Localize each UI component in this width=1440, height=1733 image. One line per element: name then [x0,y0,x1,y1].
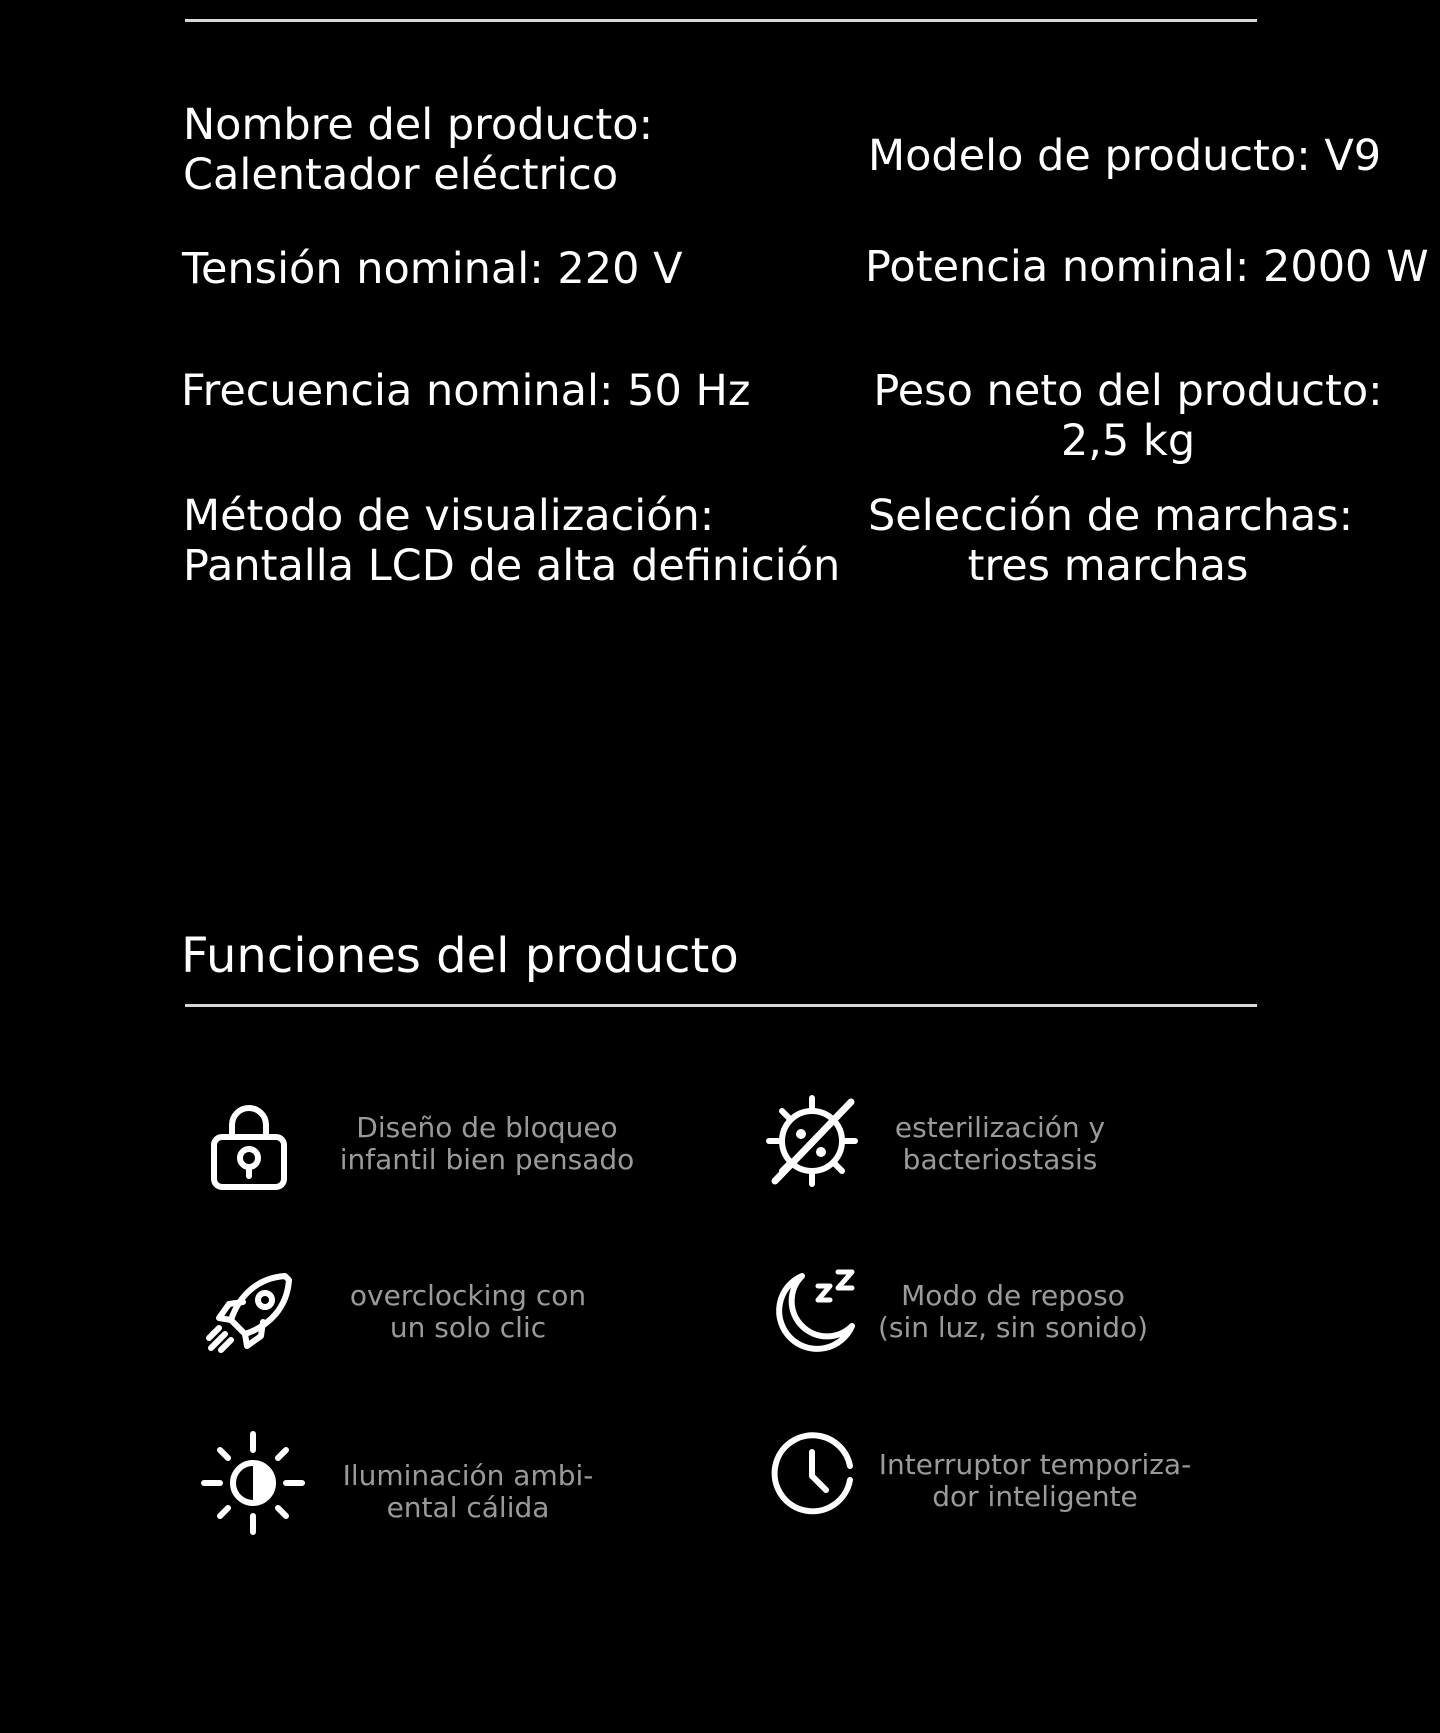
spec-weight [868,366,1388,466]
feature-overclock-line2: un solo clic [389,1311,547,1344]
feature-sleep-mode [858,1280,1168,1344]
rocket-icon [197,1258,307,1368]
spec-voltage-text: Tensión nominal: 220 V [182,244,683,294]
feature-warm-light-line1: Iluminación ambi- [342,1459,594,1492]
feature-sterilization [835,1112,1165,1176]
functions-divider [185,1004,1257,1007]
feature-child-lock-line1: Diseño de bloqueo [356,1111,618,1144]
feature-sterilization-line1: esterilización y [894,1111,1106,1144]
sun-brightness-icon [198,1428,308,1538]
feature-child-lock [287,1112,687,1176]
spec-power [865,242,1429,292]
feature-overclock-line1: overclocking con [349,1279,587,1312]
spec-model-text: Modelo de producto: V9 [868,131,1382,181]
spec-display-label: Método de visualización: [183,491,715,541]
feature-overclock [298,1280,638,1344]
functions-title: Funciones del producto [181,928,739,984]
spec-model [868,131,1381,181]
spec-product-name [183,100,653,200]
feature-sleep-mode-line2: (sin luz, sin sonido) [877,1311,1149,1344]
clock-timer-icon [758,1418,868,1528]
moon-sleep-icon [760,1256,870,1366]
feature-warm-light [318,1460,618,1524]
spec-product-name-value: Calentador eléctrico [183,150,619,200]
spec-voltage [182,244,683,294]
feature-smart-timer-line2: dor inteligente [932,1480,1138,1513]
top-divider [185,19,1257,22]
feature-sterilization-line2: bacteriostasis [902,1143,1098,1176]
spec-display-value: Pantalla LCD de alta definición [183,541,841,591]
feature-child-lock-line2: infantil bien pensado [339,1143,635,1176]
feature-sleep-mode-line1: Modo de reposo [901,1279,1125,1312]
spec-gears-label: Selección de marchas: [868,491,1354,541]
spec-power-text: Potencia nominal: 2000 W [865,242,1429,292]
feature-smart-timer-line1: Interruptor temporiza- [878,1448,1192,1481]
spec-frequency [181,366,750,416]
spec-gears [868,491,1354,591]
spec-frequency-text: Frecuencia nominal: 50 Hz [181,366,751,416]
feature-warm-light-line2: ental cálida [386,1491,550,1524]
spec-gears-value: tres marchas [967,541,1249,591]
spec-product-name-label: Nombre del producto: [183,100,654,150]
feature-smart-timer [860,1449,1210,1513]
spec-weight-label: Peso neto del producto: [873,366,1383,416]
spec-weight-value: 2,5 kg [1060,416,1196,466]
spec-display [183,491,840,591]
